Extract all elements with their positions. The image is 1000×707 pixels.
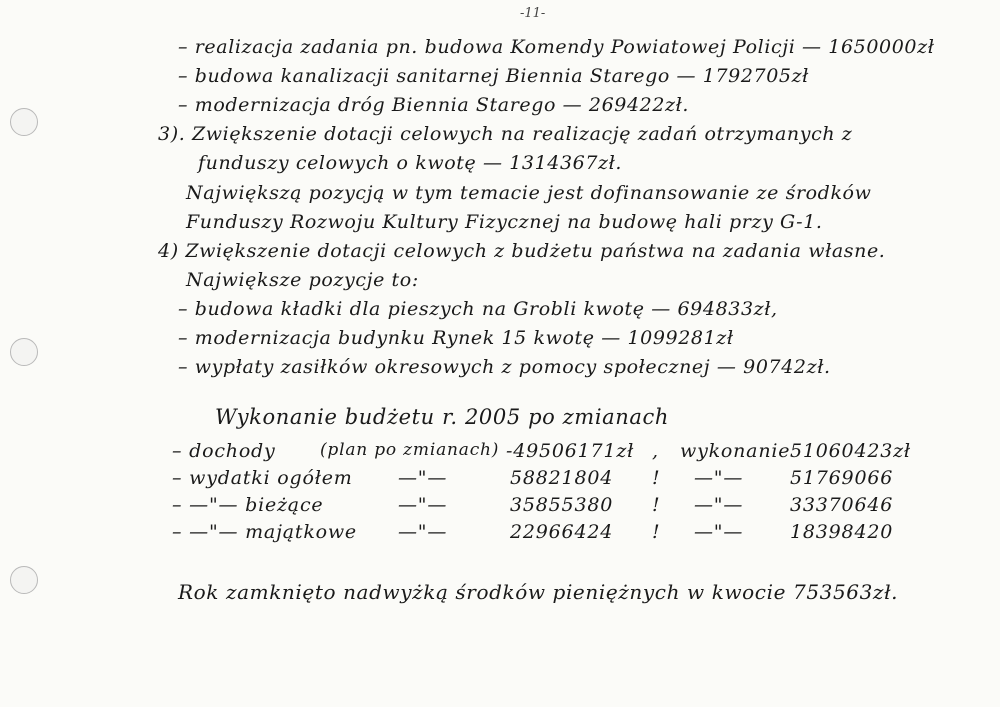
row-label: – —"— majątkowe xyxy=(172,521,357,543)
punch-hole-top xyxy=(10,108,38,136)
row-exec-label: —"— xyxy=(694,467,744,489)
list1-item-3: – modernizacja dróg Biennia Starego — 269422zł. xyxy=(178,94,690,116)
row-exec: 18398420 xyxy=(790,521,894,543)
row-sep: ! xyxy=(652,494,661,516)
list2-item-2: – modernizacja budynku Rynek 15 kwotę — 1099281zł xyxy=(178,327,734,349)
row-sub: —"— xyxy=(398,494,448,516)
list1-item-2: – budowa kanalizacji sanitarnej Biennia Starego — 1792705zł xyxy=(178,65,809,87)
budget-heading: Wykonanie budżetu r. 2005 po zmianach xyxy=(215,405,669,429)
row-sep: , xyxy=(652,440,659,462)
row-label: – dochody xyxy=(172,440,276,462)
closing-statement: Rok zamknięto nadwyżką środków pieniężnych w kwocie 753563zł. xyxy=(178,580,899,604)
row-sub: —"— xyxy=(398,467,448,489)
row-sub: —"— xyxy=(398,521,448,543)
row-exec: 33370646 xyxy=(790,494,894,516)
punch-hole-middle xyxy=(10,338,38,366)
row-sep: ! xyxy=(652,467,661,489)
row-plan: 22966424 xyxy=(510,521,614,543)
item3-line-1: 3). Zwiększenie dotacji celowych na realizację zadań otrzymanych z xyxy=(158,123,853,145)
list1-item-1: – realizacja zadania pn. budowa Komendy Powiatowej Policji — 1650000zł xyxy=(178,36,935,58)
row-exec-label: —"— xyxy=(694,494,744,516)
note-line-1: Największą pozycją w tym temacie jest dofinansowanie ze środków xyxy=(186,182,872,204)
list2-item-3: – wypłaty zasiłków okresowych z pomocy społecznej — 90742zł. xyxy=(178,356,831,378)
row-label: – wydatki ogółem xyxy=(172,467,353,489)
punch-hole-bottom xyxy=(10,566,38,594)
note-line-2: Funduszy Rozwoju Kultury Fizycznej na budowę hali przy G-1. xyxy=(186,211,823,233)
item4-line-1: 4) Zwiększenie dotacji celowych z budżetu państwa na zadania własne. xyxy=(158,240,886,262)
row-plan: -49506171zł xyxy=(506,440,635,462)
page-number: -11- xyxy=(520,6,546,21)
row-plan: 35855380 xyxy=(510,494,614,516)
row-exec: 51060423zł xyxy=(790,440,911,462)
row-plan: 58821804 xyxy=(510,467,614,489)
list2-item-1: – budowa kładki dla pieszych na Grobli kwotę — 694833zł, xyxy=(178,298,778,320)
item3-line-2: funduszy celowych o kwotę — 1314367zł. xyxy=(198,152,623,174)
row-sep: ! xyxy=(652,521,661,543)
row-label: – —"— bieżące xyxy=(172,494,324,516)
row-exec: 51769066 xyxy=(790,467,894,489)
row-sub: (plan po zmianach) xyxy=(320,440,500,460)
row-exec-label: wykonanie xyxy=(680,440,791,462)
item4-line-2: Największe pozycje to: xyxy=(186,269,419,291)
row-exec-label: —"— xyxy=(694,521,744,543)
